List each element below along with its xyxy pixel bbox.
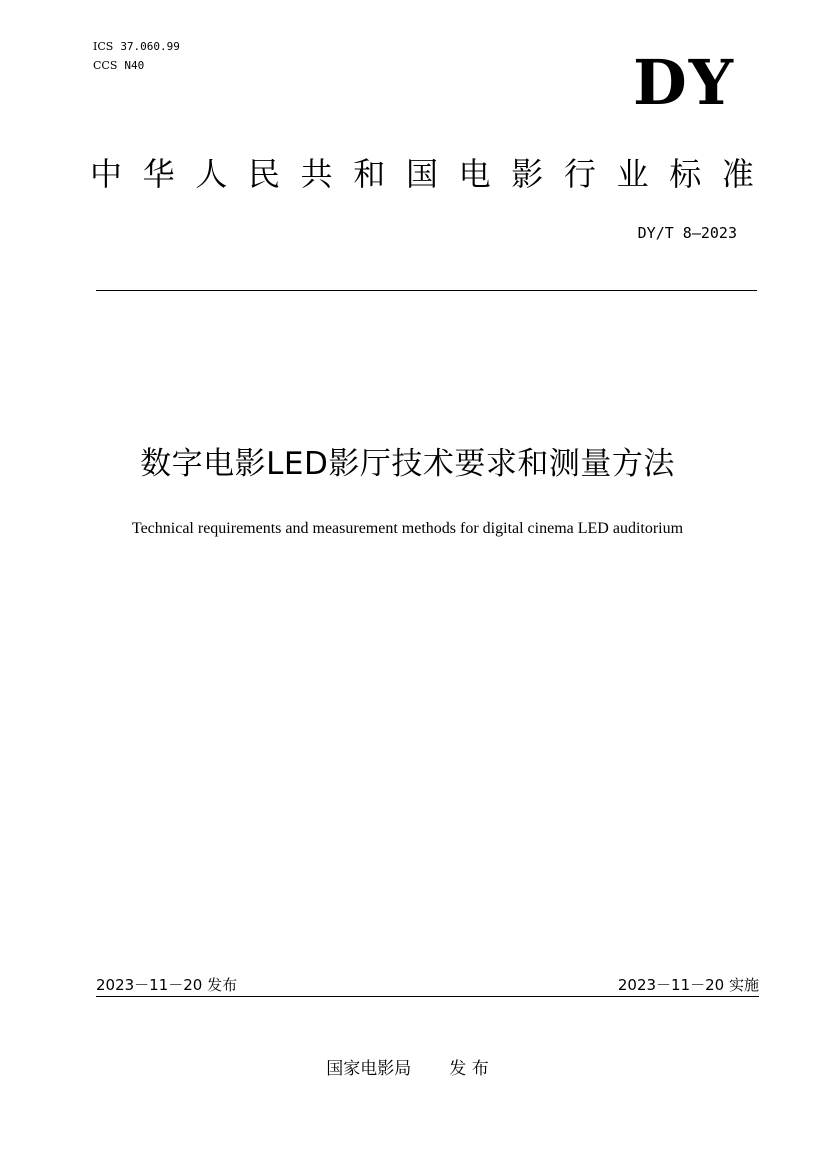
implementation-date: 2023－11－20 实施 xyxy=(617,976,759,994)
ccs-code-line xyxy=(93,59,144,72)
ccs-label: CCS xyxy=(93,59,118,72)
standard-title-char: 中 xyxy=(90,155,123,193)
standard-title-char: 人 xyxy=(195,155,228,193)
standard-number: DY/T 8—2023 xyxy=(637,224,737,242)
publisher-name: 国家电影局 xyxy=(326,1059,412,1079)
bottom-divider xyxy=(96,996,759,997)
document-title-english: Technical requirements and measurement methods for digital cinema LED auditorium xyxy=(131,520,684,537)
standard-title-char: 国 xyxy=(405,155,438,193)
standard-title-char: 和 xyxy=(353,155,386,193)
standard-title-char: 民 xyxy=(247,155,280,193)
standard-category-title xyxy=(90,155,754,193)
publisher-line xyxy=(0,1054,815,1079)
standard-title-char: 行 xyxy=(563,155,596,193)
ics-label: ICS xyxy=(93,40,114,53)
publisher-action: 发 布 xyxy=(449,1059,489,1079)
standard-title-char: 影 xyxy=(511,155,544,193)
document-title-chinese: 数字电影LED影厅技术要求和测量方法 xyxy=(140,446,675,482)
top-divider xyxy=(96,290,757,291)
standard-title-char: 华 xyxy=(142,155,175,193)
ccs-code: N40 xyxy=(124,59,145,72)
ics-code-line xyxy=(93,40,180,53)
ics-code: 37.060.99 xyxy=(120,40,180,53)
standard-logo: DY xyxy=(632,46,735,119)
standard-title-char: 准 xyxy=(721,155,754,193)
standard-title-char: 业 xyxy=(616,155,649,193)
issue-date: 2023－11－20 发布 xyxy=(96,976,238,994)
standard-title-char: 电 xyxy=(458,155,491,193)
standard-title-char: 共 xyxy=(300,155,333,193)
standard-title-char: 标 xyxy=(669,155,702,193)
